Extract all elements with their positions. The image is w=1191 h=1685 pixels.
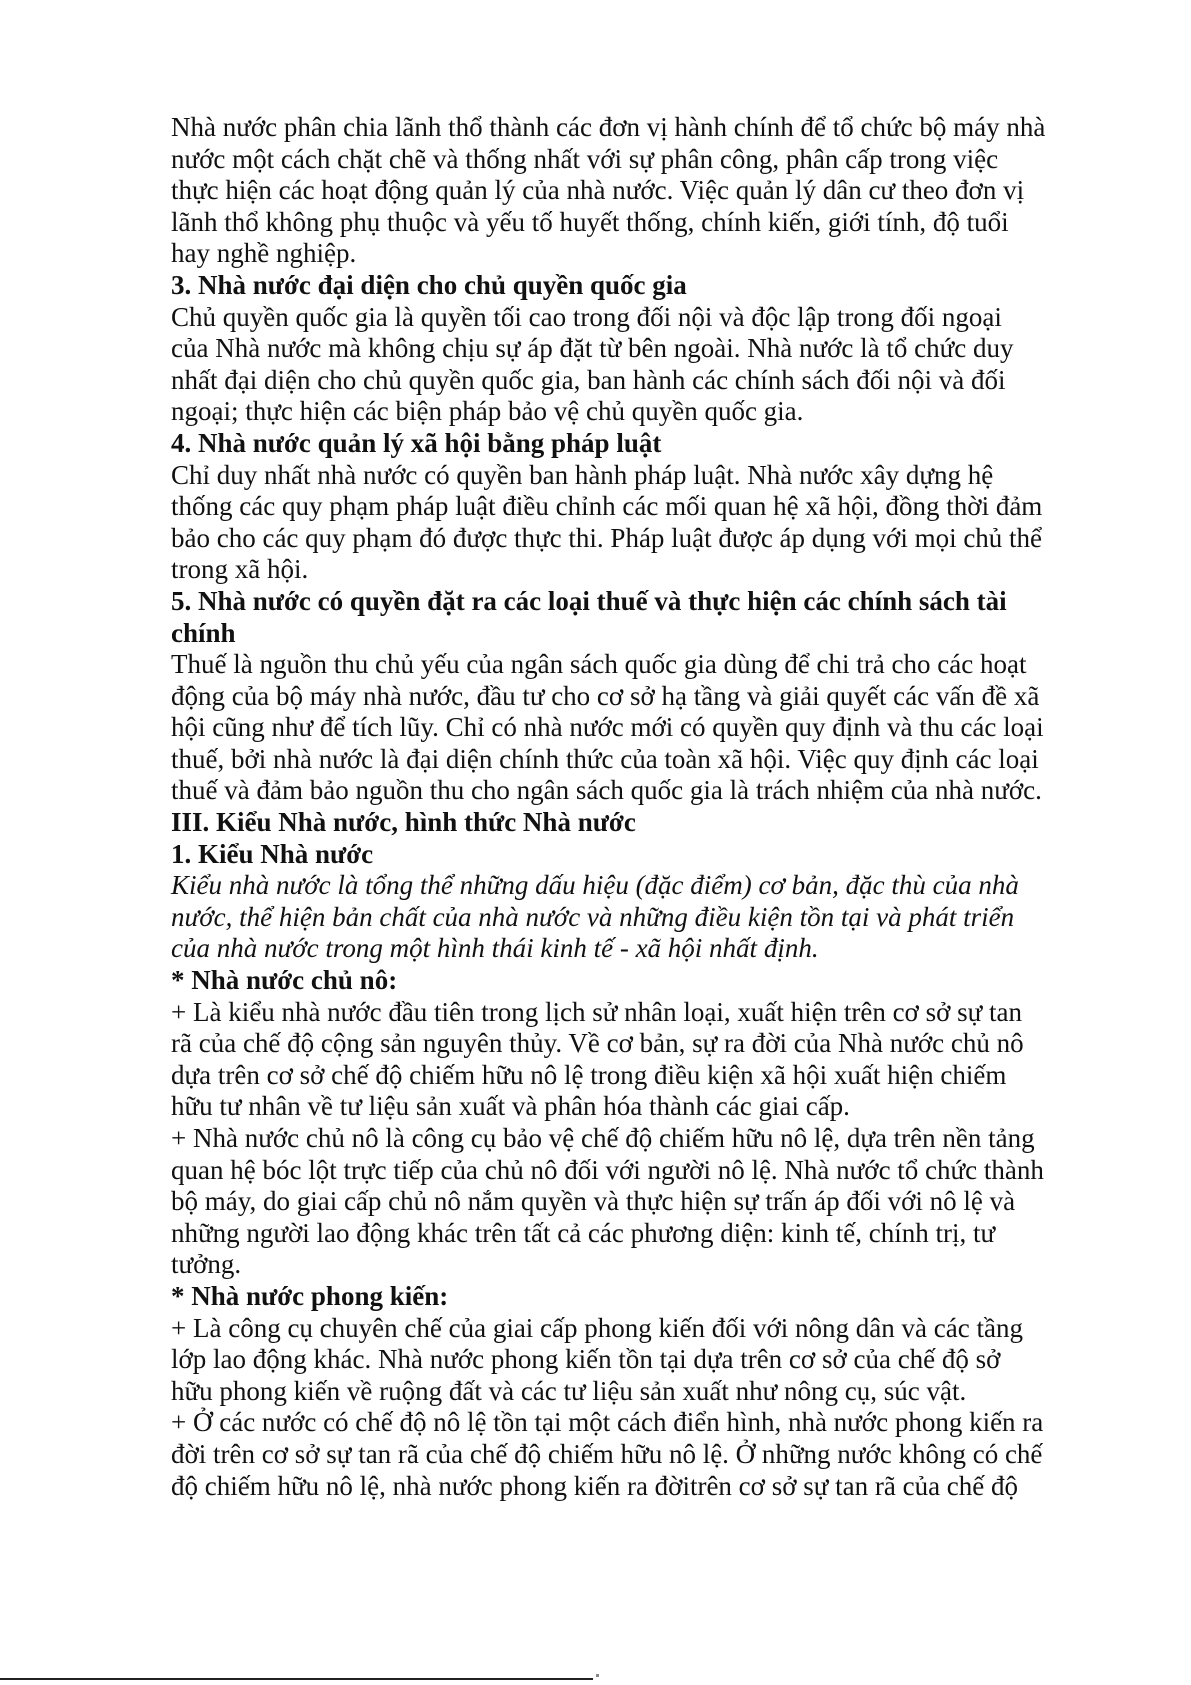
text-line: thống các quy phạm pháp luật điều chỉnh các mối quan hệ xã hội, đồng thời đảm <box>171 491 1043 522</box>
text-line: 4. Nhà nước quản lý xã hội bằng pháp luật <box>171 427 662 458</box>
text-line: đời trên cơ sở sự tan rã của chế độ chiếm hữu nô lệ. Ở những nước không có chế <box>171 1438 1043 1469</box>
footer-rule-mark <box>596 1674 599 1677</box>
text-line: chính <box>171 617 236 648</box>
text-line: hữu phong kiến về ruộng đất và các tư liệu sản xuất như nông cụ, súc vật. <box>171 1375 967 1406</box>
text-line: những người lao động khác trên tất cả các phương diện: kinh tế, chính trị, tư <box>171 1217 996 1248</box>
text-line: Chủ quyền quốc gia là quyền tối cao trong đối nội và độc lập trong đối ngoại <box>171 301 1002 332</box>
section-heading <box>171 807 1081 839</box>
text-line: hữu tư nhân về tư liệu sản xuất và phân hóa thành các giai cấp. <box>171 1091 850 1122</box>
text-line: * Nhà nước phong kiến: <box>171 1280 449 1311</box>
text-line: động của bộ máy nhà nước, đầu tư cho cơ sở hạ tầng và giải quyết các vấn đề xã <box>171 680 1040 711</box>
definition-paragraph <box>171 870 1081 965</box>
paragraph <box>171 1123 1081 1281</box>
footer-rule <box>0 1678 593 1680</box>
text-line: nước một cách chặt chẽ và thống nhất với sự phân công, phân cấp trong việc <box>171 143 999 174</box>
text-line: rã của chế độ cộng sản nguyên thủy. Về cơ bản, sự ra đời của Nhà nước chủ nô <box>171 1028 1024 1059</box>
paragraph <box>171 1407 1081 1502</box>
text-line: dựa trên cơ sở chế độ chiếm hữu nô lệ trong điều kiện xã hội xuất hiện chiếm <box>171 1059 1007 1090</box>
text-line: hay nghề nghiệp. <box>171 238 357 269</box>
text-line: nhất đại diện cho chủ quyền quốc gia, ban hành các chính sách đối nội và đối <box>171 364 1006 395</box>
text-line: quan hệ bóc lột trực tiếp của chủ nô đối với người nô lệ. Nhà nước tổ chức thành <box>171 1154 1044 1185</box>
text-line: Kiểu nhà nước là tổng thể những dấu hiệu (đặc điểm) cơ bản, đặc thù của nhà <box>171 870 1019 901</box>
text-line: Thuế là nguồn thu chủ yếu của ngân sách quốc gia dùng để chi trả cho các hoạt <box>171 649 1027 680</box>
text-line: của nhà nước trong một hình thái kinh tế - xã hội nhất định. <box>171 933 819 964</box>
section-heading <box>171 586 1081 649</box>
text-line: lớp lao động khác. Nhà nước phong kiến tồn tại dựa trên cơ sở của chế độ sở <box>171 1344 1001 1375</box>
text-line: nước, thể hiện bản chất của nhà nước và những điều kiện tồn tại và phát triển <box>171 901 1015 932</box>
section-heading <box>171 839 1081 871</box>
text-line: Chỉ duy nhất nhà nước có quyền ban hành pháp luật. Nhà nước xây dựng hệ <box>171 459 994 490</box>
text-line: III. Kiểu Nhà nước, hình thức Nhà nước <box>171 807 636 838</box>
paragraph <box>171 302 1081 428</box>
text-line: độ chiếm hữu nô lệ, nhà nước phong kiến ra đờitrên cơ sở sự tan rã của chế độ <box>171 1470 1019 1501</box>
text-line: * Nhà nước chủ nô: <box>171 965 398 996</box>
text-line: 3. Nhà nước đại diện cho chủ quyền quốc gia <box>171 269 687 300</box>
paragraph <box>171 1313 1081 1408</box>
text-line: bộ máy, do giai cấp chủ nô nắm quyền và thực hiện sự trấn áp đối với nô lệ và <box>171 1186 1016 1217</box>
text-line: lãnh thổ không phụ thuộc và yếu tố huyết thống, chính kiến, giới tính, độ tuổi <box>171 206 1009 237</box>
text-line: trong xã hội. <box>171 554 309 585</box>
paragraph <box>171 112 1081 270</box>
document-body <box>171 112 1081 1502</box>
section-heading <box>171 270 1081 302</box>
paragraph <box>171 997 1081 1123</box>
text-line: ngoại; thực hiện các biện pháp bảo vệ chủ quyền quốc gia. <box>171 396 804 427</box>
text-line: + Là kiểu nhà nước đầu tiên trong lịch sử nhân loại, xuất hiện trên cơ sở sự tan <box>171 996 1023 1027</box>
text-line: của Nhà nước mà không chịu sự áp đặt từ bên ngoài. Nhà nước là tổ chức duy <box>171 333 1014 364</box>
text-line: bảo cho các quy phạm đó được thực thi. Pháp luật được áp dụng với mọi chủ thể <box>171 522 1043 553</box>
text-line: + Ở các nước có chế độ nô lệ tồn tại một cách điển hình, nhà nước phong kiến ra <box>171 1407 1044 1438</box>
section-heading <box>171 1281 1081 1313</box>
text-line: + Nhà nước chủ nô là công cụ bảo vệ chế độ chiếm hữu nô lệ, dựa trên nền tảng <box>171 1123 1035 1153</box>
text-line: + Là công cụ chuyên chế của giai cấp phong kiến đối với nông dân và các tầng <box>171 1312 1023 1343</box>
text-line: hội cũng như để tích lũy. Chỉ có nhà nước mới có quyền quy định và thu các loại <box>171 712 1044 743</box>
section-heading <box>171 965 1081 997</box>
text-line: tưởng. <box>171 1249 242 1280</box>
text-line: thuế, bởi nhà nước là đại diện chính thức của toàn xã hội. Việc quy định các loại <box>171 743 1039 774</box>
paragraph <box>171 460 1081 586</box>
text-line: thực hiện các hoạt động quản lý của nhà nước. Việc quản lý dân cư theo đơn vị <box>171 175 1025 206</box>
paragraph <box>171 649 1081 807</box>
text-line: 1. Kiểu Nhà nước <box>171 838 374 869</box>
text-line: 5. Nhà nước có quyền đặt ra các loại thuế và thực hiện các chính sách tài <box>171 585 1007 616</box>
section-heading <box>171 428 1081 460</box>
text-line: thuế và đảm bảo nguồn thu cho ngân sách quốc gia là trách nhiệm của nhà nước. <box>171 775 1042 806</box>
text-line: Nhà nước phân chia lãnh thổ thành các đơn vị hành chính để tổ chức bộ máy nhà <box>171 112 1046 142</box>
